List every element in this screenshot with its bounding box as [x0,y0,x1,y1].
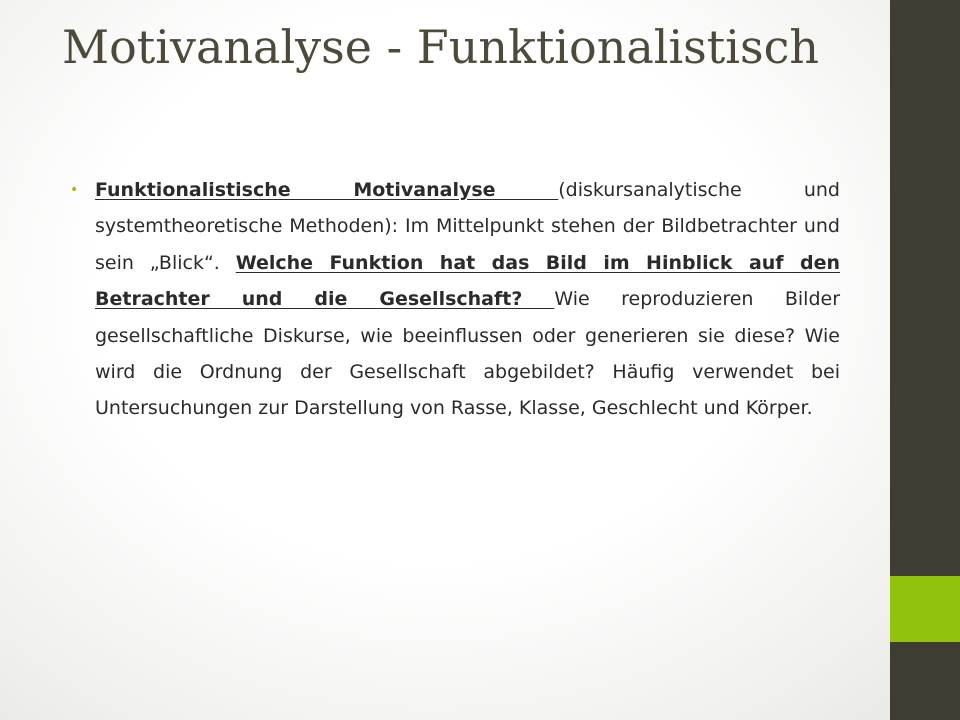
bullet-question: Welche Funktion hat das Bild im Hinblick auf den Betrachter und die Gesellschaft? [95,251,840,311]
bullet-list [70,172,840,427]
slide-title: Motivanalyse - Funktionalistisch [62,20,819,74]
bullet-text-continued: Wie reproduzieren Bilder gesellschaftliche Diskurse, wie beeinflussen oder generieren sie diese? Wie wird die Ordnung der Gesellschaft abgebildet? Häufig verwendet bei Untersuchungen zur Darstellung von Rasse, Klasse, Geschlecht und Körper. [95,288,841,420]
sidebar-accent-block [890,576,960,642]
bullet-item [70,172,840,427]
bullet-dot-icon: • [70,182,79,198]
bullet-term: Funktionalistische Motivanalyse [95,179,559,201]
bullet-text: (diskursanalytische und systemtheoretische Methoden): Im Mittelpunkt stehen der Bildbetrachter und sein „Blick“. [95,179,840,274]
